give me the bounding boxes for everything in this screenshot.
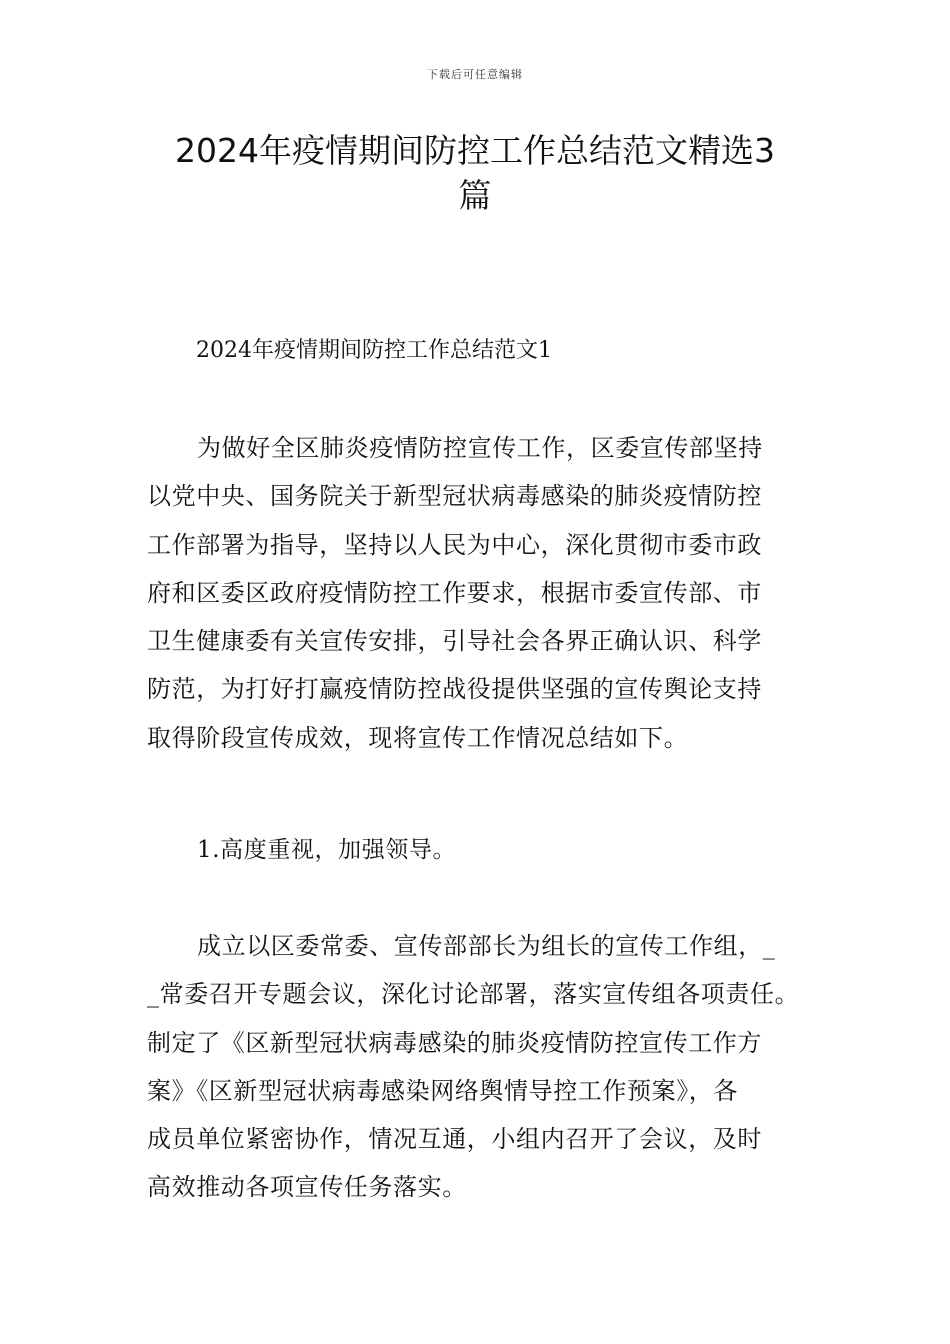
- paragraph-line: 取得阶段宣传成效，现将宣传工作情况总结如下。: [147, 723, 689, 752]
- paragraph-line: _常委召开专题会议，深化讨论部署，落实宣传组各项责任。: [147, 980, 800, 1009]
- paragraph-line: 成立以区委常委、宣传部部长为组长的宣传工作组，_: [197, 932, 776, 960]
- article-subheading: 2024年疫情期间防控工作总结范文1: [196, 338, 552, 363]
- paragraph-line: 成员单位紧密协作，情况互通，小组内召开了会议，及时: [147, 1125, 762, 1154]
- intro-paragraph: [147, 424, 811, 762]
- paragraph-line: 府和区委区政府疫情防控工作要求，根据市委宣传部、市: [147, 578, 762, 607]
- paragraph-line: 卫生健康委有关宣传安排，引导社会各界正确认识、科学: [147, 627, 762, 656]
- section-heading-text: 1.高度重视，加强领导。: [197, 837, 457, 863]
- paragraph-line: 案》《区新型冠状病毒感染网络舆情导控工作预案》，各: [147, 1076, 738, 1105]
- section-heading: [147, 826, 811, 874]
- title-line: 篇: [458, 176, 492, 215]
- paragraph-line: 防范，为打好打赢疫情防控战役提供坚强的宣传舆论支持: [147, 675, 762, 704]
- header-note: 下载后可任意编辑: [427, 68, 523, 81]
- document-title: [150, 128, 800, 218]
- paragraph-line: 为做好全区肺炎疫情防控宣传工作，区委宣传部坚持: [197, 434, 763, 462]
- paragraph-line: 工作部署为指导，坚持以人民为中心，深化贯彻市委市政: [147, 530, 762, 559]
- paragraph-line: 制定了《区新型冠状病毒感染的肺炎疫情防控宣传工作方: [147, 1028, 762, 1057]
- paragraph-line: 以党中央、国务院关于新型冠状病毒感染的肺炎疫情防控: [147, 482, 762, 511]
- paragraph-line: 高效推动各项宣传任务落实。: [147, 1173, 467, 1202]
- section-paragraph: [147, 922, 811, 1212]
- title-line: 2024年疫情期间防控工作总结范文精选3: [175, 131, 775, 170]
